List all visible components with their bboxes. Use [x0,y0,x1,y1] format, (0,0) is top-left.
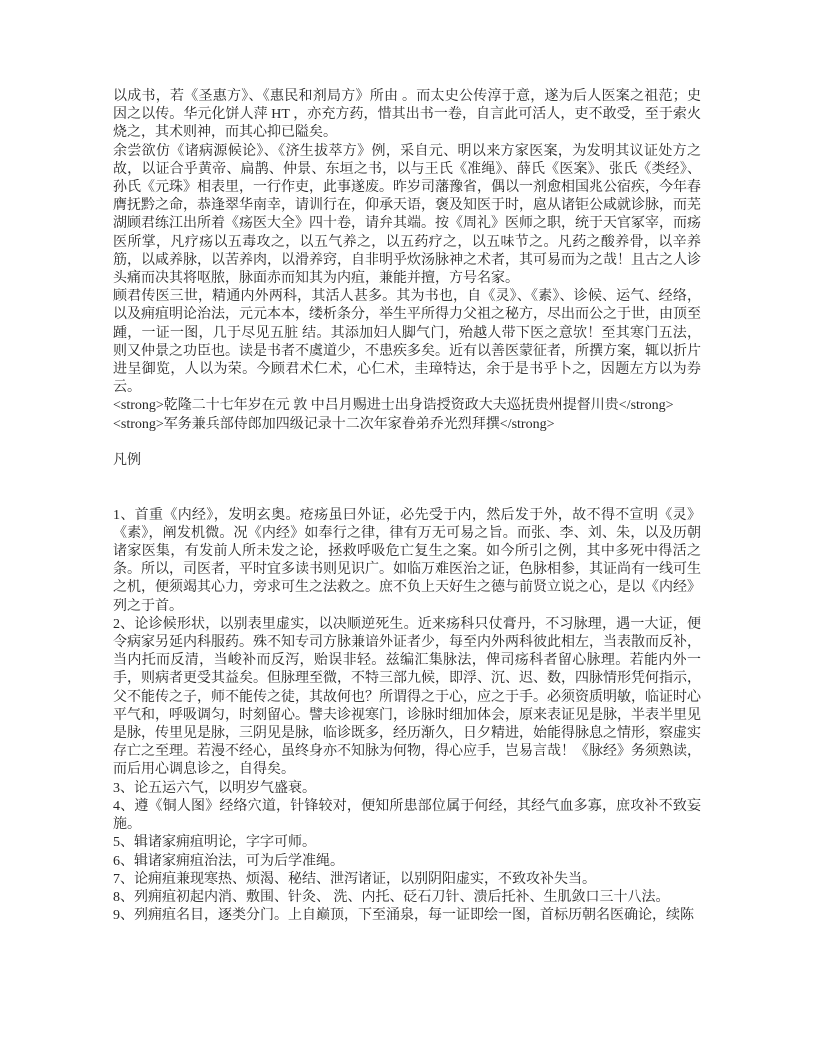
fanli-item: 7、论痈疽兼现寒热、烦渴、秘结、泄泻诸证，以别阴阳虚实，不致攻补失当。 [113,871,596,887]
fanli-item: 1、首重《内经》，发明玄奥。疮疡虽曰外证，必先受于内，然后发于外，故不得不宣明《灵》《素》，阐发机微。况《内经》如奉行之律，律有万无可易之旨。而张、李、刘、朱，以及历朝诸家医集，有发前人所未发之论，拯救呼吸危亡复生之案。如今所引之例，其中多死中得活之条。所以，司医者，平时宜多读书则见识广。如临万难医治之证，色脉相参，其证尚有一线可生之机，便须竭其心力，旁求可生之法救之。庶不负上天好生之德与前贤立说之心，是以《内经》列之于首。 [113,507,701,614]
preface-paragraph: 顾君传医三世，精通内外两科，其活人甚多。其为书也，自《灵》、《素》、诊候、运气、经络，以及痈疽明论治法，元元本本，缕析条分，举生平所得力父祖之秘方，尽出而公之于世，由顶至踵，一证一图，几于尽见五脏 结。其添加妇人脚气门，殆越人带下医之意欤！至其寒门五法，则又仲景之功臣也。读是书者不虞道少，不患疾多矣。近有以善医蒙征者，所撰方案，辄以折片进呈御览，人以为荣。今顾君术仁术，心仁术，圭璋特达，余于是书乎卜之，因题左方以为券云。 [113,289,701,396]
fanli-item: 8、列痈疽初起内消、敷围、针灸、 洗、内托、砭石刀针、溃后托补、生肌敛口三十八法。 [113,889,670,905]
fanli-item: 5、辑诸家痈疽明论，字字可师。 [113,835,316,851]
preface-signature-line: <strong>乾隆二十七年岁在元 敦 中吕月赐进士出身诰授资政大夫巡抚贵州提督川贵</strong> [113,398,674,414]
fanli-item: 4、遵《铜人图》经络穴道，针锋较对，便知所患部位属于何经，其经气血多寡，庶攻补不致妄施。 [113,798,701,833]
preface-paragraph: 以成书，若《圣惠方》、《惠民和剂局方》所由 。而太史公传淳于意，遂为后人医案之祖范；史因之以传。华元化饼人萍 HT ，亦充方药，惜其出书一卷，自言此可活人，吏不敢受，至于索火烧之，其术则神，而其心抑已隘矣。 [113,89,701,141]
preface-paragraph: 余尝欲仿《诸病源候论》、《济生拔萃方》例，采自元、明以来方家医案，为发明其议证处方之故，以证合乎黄帝、扁鹊、仲景、东垣之书，以与王氏《准绳》、薛氏《医案》、张氏《类经》、孙氏《元珠》相表里，一行作吏，此事遂废。昨岁司藩豫省，偶以一剂愈相国兆公宿疾，今年春膺抚黔之命，恭逢翠华南幸，请训行在，仰承天语，褒及知医于时，扈从诸钜公咸就诊脉，而芜湖顾君练江出所着《疡医大全》四十卷，请弁其端。按《周礼》医师之职，统于天官冢宰，而疡医所掌，凡疗疡以五毒攻之，以五气养之，以五药疗之，以五味节之。凡药之酸养骨，以辛养筋，以咸养脉，以苦养肉，以滑养窍，自非明乎炊汤脉神之术者，其可易而为之哉！且古之人诊头痛而决其将呕脓，脉面赤而知其为内疽，兼能并擅，方号名家。 [113,143,701,287]
fanli-item: 3、论五运六气，以明岁气盛衰。 [113,780,316,796]
document-page [113,88,701,925]
section-heading: 凡例 [113,453,141,469]
fanli-item: 2、论诊候形状，以别表里虚实，以决顺逆死生。近来疡科只仗膏丹，不习脉理，遇一大证，便令病家另延内科服药。殊不知专司方脉兼谙外证者少，每至内外两科彼此相左，当表散而反补，当内托而反清，当峻补而反泻，贻误非轻。兹编汇集脉法，俾司疡科者留心脉理。若能内外一手，则病者更受其益矣。但脉理至微，不特三部九候，即浮、沉、迟、数，四脉情形凭何指示，父不能传之子，师不能传之徒，其故何也？所谓得之于心，应之于手。必须资质明敏，临证时心平气和，呼吸调匀，时刻留心。譬夫诊视寒门，诊脉时细加体会，原来表证见是脉，半表半里见是脉，传里见是脉，三阴见是脉，临诊既多，经历渐久，日夕精进，始能得脉息之情形，察虚实存亡之至理。若漫不经心，虽终身亦不知脉为何物，得心应手，岂易言哉！《脉经》务须熟读，而后用心调息诊之，自得矣。 [113,616,701,778]
preface-signature-line: <strong>军务兼兵部侍郎加四级记录十二次年家眷弟乔光烈拜撰</strong> [113,416,555,432]
fanli-item: 9、列痈疽名目，逐类分门。上自巅顶，下至涌泉，每一证即绘一图，首标历朝名医确论，续陈 [113,908,694,924]
fanli-item: 6、辑诸家痈疽治法，可为后学准绳。 [113,853,344,869]
